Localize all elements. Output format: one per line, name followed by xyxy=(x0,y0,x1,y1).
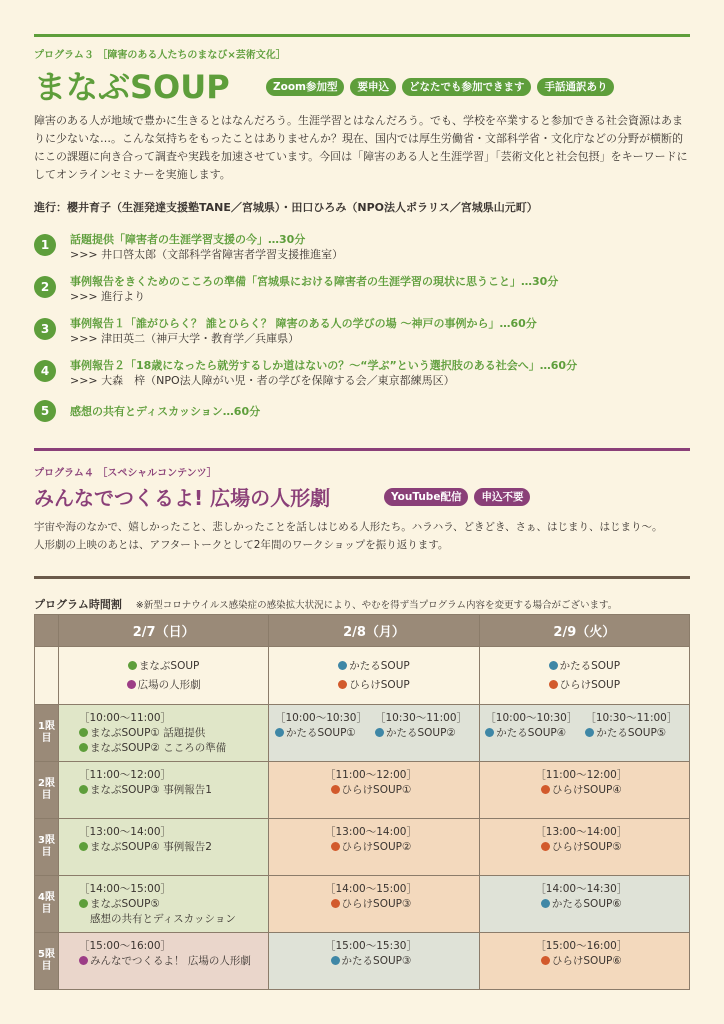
orange-dot-icon xyxy=(541,842,550,851)
agenda-item xyxy=(34,356,690,390)
session-entry xyxy=(269,954,472,969)
green-dot-icon xyxy=(79,899,88,908)
badge-open-to-all: どなたでも参加できます xyxy=(402,78,532,96)
green-dot-icon xyxy=(79,842,88,851)
schedule-heading xyxy=(34,596,617,612)
session-cell xyxy=(479,762,689,819)
session-half xyxy=(275,711,367,741)
program3-agenda xyxy=(34,230,690,430)
blue-dot-icon xyxy=(585,728,594,737)
agenda-item xyxy=(34,272,690,306)
blue-dot-icon xyxy=(541,899,550,908)
session-label: かたるSOUP⑥ xyxy=(551,898,622,910)
session-label: ひらけSOUP② xyxy=(341,841,412,853)
agenda-item xyxy=(34,314,690,348)
session-cell xyxy=(479,705,689,762)
program3-description: 障害のある人が地域で豊かに生きるとはなんだろう。生涯学習とはなんだろう。でも、学校を卒業すると参加できる社会資源はあまりに少ないな…。こんな気持ちをもったことはありませんか？現在、国内では厚生労働省・文部科学省・文化庁などの分野が横断的にこの課題に向き合って調査や実践を加速させています。今回は「障害のある人と生涯学習」「芸術文化と社会包摂」をキーワードにしてオンラインセミナーを実施します。 xyxy=(34,114,688,181)
session-cell xyxy=(479,933,689,990)
agenda-item-title: 事例報告２「18歳になったら就労するしか道はないの？〜“学ぶ”という選択肢のある社会へ」…60分 xyxy=(70,359,578,372)
agenda-number-5: 5 xyxy=(34,400,56,422)
session-cell xyxy=(269,762,479,819)
session-cell xyxy=(479,876,689,933)
session-time: ［10:00〜10:30］ xyxy=(485,712,578,724)
agenda-number-4: 4 xyxy=(34,360,56,382)
day-header: 2/9（火） xyxy=(479,615,689,647)
green-dot-icon xyxy=(79,785,88,794)
session-cell xyxy=(59,762,269,819)
program4-description-line: 人形劇の上映のあとは、アフタートークとして2年間のワークショップを振り返ります。 xyxy=(34,539,449,551)
session-entry xyxy=(79,783,262,798)
session-time: ［11:00〜12:00］ xyxy=(324,769,417,781)
program4-divider xyxy=(34,448,690,451)
table-row xyxy=(35,933,690,990)
empty-cell xyxy=(35,647,59,705)
session-time: ［10:30〜11:00］ xyxy=(585,712,678,724)
session-label: かたるSOUP⑤ xyxy=(596,727,667,739)
program-name: かたるSOUP xyxy=(559,659,621,672)
session-half xyxy=(375,711,467,741)
session-label: かたるSOUP① xyxy=(285,727,356,739)
session-entry xyxy=(269,840,472,855)
session-label: かたるSOUP④ xyxy=(496,727,567,739)
agenda-item-speaker: >>> 大森 梓（NPO法人障がい児・者の学びを保障する会／東京都練馬区） xyxy=(70,374,455,387)
orange-dot-icon xyxy=(331,785,340,794)
session-time: ［13:00〜14:00］ xyxy=(324,826,417,838)
blue-dot-icon xyxy=(275,728,284,737)
blue-dot-icon xyxy=(375,728,384,737)
session-entry xyxy=(79,840,262,855)
session-time: ［11:00〜12:00］ xyxy=(535,769,628,781)
corner-cell xyxy=(35,615,59,647)
session-time: ［10:00〜10:30］ xyxy=(274,712,367,724)
session-entry xyxy=(480,897,683,912)
day-programs xyxy=(269,647,479,705)
session-label: かたるSOUP③ xyxy=(341,955,412,967)
session-cell xyxy=(59,819,269,876)
session-time: ［15:00〜16:00］ xyxy=(535,940,628,952)
session-time: ［14:00〜15:00］ xyxy=(79,883,172,895)
session-entry xyxy=(269,783,472,798)
session-entry xyxy=(275,726,367,741)
agenda-number-1: 1 xyxy=(34,234,56,256)
session-label: かたるSOUP② xyxy=(385,727,456,739)
agenda-item xyxy=(34,400,690,426)
program-tag xyxy=(269,657,478,676)
period-label: 2限目 xyxy=(35,762,59,819)
session-label: ひらけSOUP④ xyxy=(551,784,622,796)
program-tag xyxy=(59,657,268,676)
agenda-item xyxy=(34,230,690,264)
green-dot-icon xyxy=(128,661,137,670)
session-entry xyxy=(485,726,577,741)
blue-dot-icon xyxy=(485,728,494,737)
session-label: 感想の共有とディスカッション xyxy=(90,913,236,925)
session-label: まなぶSOUP⑤ xyxy=(90,898,160,910)
program-tag xyxy=(59,676,268,695)
session-time: ［14:00〜15:00］ xyxy=(324,883,417,895)
blue-dot-icon xyxy=(338,661,347,670)
program3-label: プログラム３ ［障害のある人たちのまなび×芸術文化］ xyxy=(34,50,286,61)
session-label: みんなでつくるよ！ 広場の人形劇 xyxy=(90,955,251,967)
session-time: ［11:00〜12:00］ xyxy=(79,769,172,781)
session-label: ひらけSOUP① xyxy=(341,784,412,796)
session-entry xyxy=(79,954,262,969)
session-half xyxy=(585,711,677,741)
program-tag xyxy=(269,676,478,695)
session-label: まなぶSOUP① 話題提供 xyxy=(90,727,206,739)
program-name: ひらけSOUP xyxy=(349,678,410,691)
orange-dot-icon xyxy=(549,680,558,689)
period-label: 4限目 xyxy=(35,876,59,933)
day-header: 2/8（月） xyxy=(269,615,479,647)
session-label: ひらけSOUP⑥ xyxy=(551,955,622,967)
table-row xyxy=(35,876,690,933)
day-header: 2/7（日） xyxy=(59,615,269,647)
badge-no-registration: 申込不要 xyxy=(474,488,530,506)
session-entry xyxy=(79,897,262,912)
session-time: ［10:00〜11:00］ xyxy=(79,712,172,724)
session-entry xyxy=(585,726,677,741)
agenda-item-title: 事例報告をきくためのこころの準備「宮城県における障害者の生涯学習の現状に思うこと」…30分 xyxy=(70,275,559,288)
session-label: ひらけSOUP③ xyxy=(341,898,412,910)
blue-dot-icon xyxy=(331,956,340,965)
period-label: 3限目 xyxy=(35,819,59,876)
program-name: 広場の人形劇 xyxy=(137,678,201,691)
schedule-table xyxy=(34,614,690,990)
period-label: 1限目 xyxy=(35,705,59,762)
green-dot-icon xyxy=(79,728,88,737)
session-cell xyxy=(59,933,269,990)
session-half xyxy=(485,711,577,741)
session-entry xyxy=(480,783,683,798)
session-time: ［15:00〜15:30］ xyxy=(324,940,417,952)
session-time: ［10:30〜11:00］ xyxy=(374,712,468,724)
session-entry xyxy=(480,840,683,855)
session-entry xyxy=(375,726,467,741)
badge-registration: 要申込 xyxy=(350,78,396,96)
program4-title: みんなでつくるよ! 広場の人形劇 xyxy=(34,486,331,510)
session-cell xyxy=(59,876,269,933)
agenda-item-title: 話題提供「障害者の生涯学習支援の今」…30分 xyxy=(70,233,306,246)
table-row xyxy=(35,762,690,819)
session-time: ［14:00〜14:30］ xyxy=(535,883,628,895)
session-cell xyxy=(59,705,269,762)
session-entry xyxy=(79,741,262,756)
green-dot-icon xyxy=(79,743,88,752)
orange-dot-icon xyxy=(541,785,550,794)
session-cell xyxy=(479,819,689,876)
agenda-item-title: 感想の共有とディスカッション…60分 xyxy=(70,405,261,418)
program4-description-line: 宇宙や海のなかで、嬉しかったこと、悲しかったことを話しはじめる人形たち。ハラハラ、どきどき、さぁ、はじまり、はじまり〜。 xyxy=(34,521,663,533)
agenda-item-speaker: >>> 津田英二（神戸大学・教育学／兵庫県） xyxy=(70,332,300,345)
orange-dot-icon xyxy=(338,680,347,689)
orange-dot-icon xyxy=(331,842,340,851)
agenda-item-speaker: >>> 井口啓太郎（文部科学省障害者学習支援推進室） xyxy=(70,248,344,261)
session-cell xyxy=(269,819,479,876)
program4-label: プログラム４ ［スペシャルコンテンツ］ xyxy=(34,468,217,479)
session-label: まなぶSOUP③ 事例報告1 xyxy=(90,784,212,796)
table-row xyxy=(35,819,690,876)
session-entry xyxy=(480,954,683,969)
session-cell xyxy=(269,876,479,933)
program-name: ひらけSOUP xyxy=(559,678,621,691)
program4-badges xyxy=(384,488,530,506)
blue-dot-icon xyxy=(549,661,558,670)
badge-zoom: Zoom参加型 xyxy=(266,78,344,96)
session-cell xyxy=(269,933,479,990)
day-programs xyxy=(59,647,269,705)
session-time: ［15:00〜16:00］ xyxy=(79,940,172,952)
program3-badges xyxy=(266,78,614,96)
program-name: まなぶSOUP xyxy=(138,659,200,672)
purple-dot-icon xyxy=(127,680,136,689)
program-tag xyxy=(480,676,689,695)
table-row xyxy=(35,615,690,647)
session-label: まなぶSOUP④ 事例報告2 xyxy=(90,841,212,853)
orange-dot-icon xyxy=(331,899,340,908)
session-label: ひらけSOUP⑤ xyxy=(551,841,622,853)
session-entry xyxy=(79,726,262,741)
table-row xyxy=(35,705,690,762)
table-row xyxy=(35,647,690,705)
orange-dot-icon xyxy=(541,956,550,965)
program3-title: まなぶSOUP xyxy=(34,68,230,106)
agenda-number-2: 2 xyxy=(34,276,56,298)
schedule-note: ※新型コロナウイルス感染症の感染拡大状況により、やむを得ず当プログラム内容を変更する場合がございます。 xyxy=(135,600,618,611)
program-name: かたるSOUP xyxy=(349,659,410,672)
session-entry xyxy=(269,897,472,912)
period-label: 5限目 xyxy=(35,933,59,990)
session-time: ［13:00〜14:00］ xyxy=(535,826,628,838)
badge-sign-language: 手話通訳あり xyxy=(537,78,614,96)
program3-moderator: 進行：櫻井育子（生涯発達支援塾TANE／宮城県）・田口ひろみ（NPO法人ポラリス／宮城県山元町） xyxy=(34,201,538,214)
agenda-item-title: 事例報告１「誰がひらく？ 誰とひらく？ 障害のある人の学びの場 〜神戸の事例から」…60分 xyxy=(70,317,537,330)
badge-youtube: YouTube配信 xyxy=(384,488,468,506)
program-tag xyxy=(480,657,689,676)
session-label: まなぶSOUP② こころの準備 xyxy=(90,742,227,754)
schedule-title: プログラム時間割 xyxy=(34,598,122,611)
session-time: ［13:00〜14:00］ xyxy=(79,826,172,838)
agenda-number-3: 3 xyxy=(34,318,56,340)
day-programs xyxy=(479,647,689,705)
session-cell xyxy=(269,705,479,762)
purple-dot-icon xyxy=(79,956,88,965)
program4-description xyxy=(34,518,690,554)
top-divider xyxy=(34,34,690,37)
schedule-divider xyxy=(34,576,690,579)
agenda-item-speaker: >>> 進行より xyxy=(70,290,146,303)
